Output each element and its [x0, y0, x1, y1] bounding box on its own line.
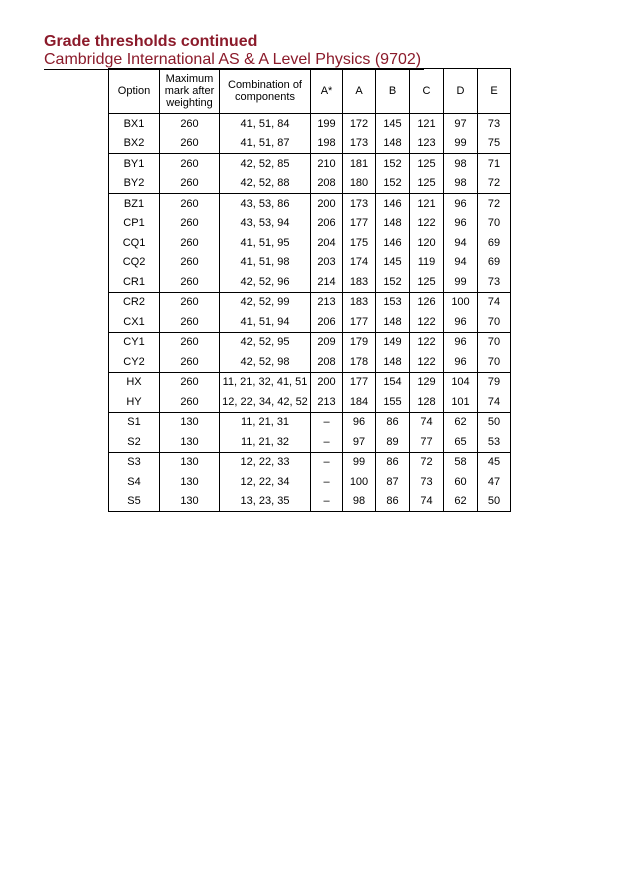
a-star-cell: 204 [311, 233, 343, 253]
table-row [109, 332, 511, 352]
combination-cell: 42, 52, 96 [220, 272, 311, 292]
a-cell: 183 [343, 272, 376, 292]
max-mark-cell: 130 [160, 412, 220, 432]
b-cell: 153 [376, 292, 410, 312]
d-cell: 101 [444, 392, 478, 412]
e-cell: 72 [478, 194, 511, 214]
c-cell: 77 [410, 432, 444, 452]
b-cell: 149 [376, 332, 410, 352]
e-cell: 74 [478, 292, 511, 312]
header-a-star: A* [311, 69, 343, 114]
a-cell: 177 [343, 214, 376, 234]
table-row [109, 312, 511, 332]
option-cell: S2 [109, 432, 160, 452]
combination-cell: 43, 53, 94 [220, 214, 311, 234]
table-row [109, 214, 511, 234]
max-mark-cell: 260 [160, 194, 220, 214]
combination-cell: 11, 21, 32 [220, 432, 311, 452]
combination-cell: 11, 21, 31 [220, 412, 311, 432]
max-mark-cell: 260 [160, 392, 220, 412]
max-mark-cell: 260 [160, 372, 220, 392]
combination-cell: 12, 22, 34 [220, 472, 311, 492]
header-b: B [376, 69, 410, 114]
table-row [109, 412, 511, 432]
header-c: C [410, 69, 444, 114]
header-a: A [343, 69, 376, 114]
combination-cell: 11, 21, 32, 41, 51 [220, 372, 311, 392]
b-cell: 146 [376, 194, 410, 214]
combination-cell: 12, 22, 33 [220, 452, 311, 472]
e-cell: 70 [478, 352, 511, 372]
option-cell: S4 [109, 472, 160, 492]
option-cell: BX2 [109, 134, 160, 154]
max-mark-cell: 130 [160, 472, 220, 492]
e-cell: 50 [478, 492, 511, 512]
table-row [109, 154, 511, 174]
c-cell: 129 [410, 372, 444, 392]
a-cell: 181 [343, 154, 376, 174]
a-cell: 178 [343, 352, 376, 372]
c-cell: 122 [410, 214, 444, 234]
table-row [109, 272, 511, 292]
a-cell: 180 [343, 174, 376, 194]
combination-cell: 41, 51, 87 [220, 134, 311, 154]
header-combination-line: Combination of [228, 79, 302, 91]
e-cell: 70 [478, 312, 511, 332]
max-mark-cell: 260 [160, 292, 220, 312]
b-cell: 86 [376, 452, 410, 472]
max-mark-cell: 260 [160, 174, 220, 194]
c-cell: 74 [410, 492, 444, 512]
option-cell: HX [109, 372, 160, 392]
header-option: Option [109, 69, 160, 114]
max-mark-cell: 130 [160, 492, 220, 512]
c-cell: 122 [410, 312, 444, 332]
option-cell: BX1 [109, 114, 160, 134]
e-cell: 47 [478, 472, 511, 492]
b-cell: 148 [376, 214, 410, 234]
c-cell: 125 [410, 272, 444, 292]
combination-cell: 13, 23, 35 [220, 492, 311, 512]
a-star-cell: 206 [311, 214, 343, 234]
d-cell: 58 [444, 452, 478, 472]
header-d: D [444, 69, 478, 114]
c-cell: 121 [410, 114, 444, 134]
b-cell: 148 [376, 312, 410, 332]
b-cell: 86 [376, 492, 410, 512]
table-body [109, 114, 511, 512]
a-cell: 172 [343, 114, 376, 134]
table-row [109, 492, 511, 512]
b-cell: 145 [376, 114, 410, 134]
option-cell: BY1 [109, 154, 160, 174]
option-cell: S1 [109, 412, 160, 432]
page-subheading: Cambridge International AS & A Level Physics (9702) [44, 51, 422, 68]
d-cell: 99 [444, 272, 478, 292]
max-mark-cell: 260 [160, 134, 220, 154]
d-cell: 96 [444, 352, 478, 372]
header-e: E [478, 69, 511, 114]
table-row [109, 372, 511, 392]
combination-cell: 12, 22, 34, 42, 52 [220, 392, 311, 412]
b-cell: 87 [376, 472, 410, 492]
header-max-mark [160, 69, 220, 114]
e-cell: 50 [478, 412, 511, 432]
c-cell: 125 [410, 154, 444, 174]
a-cell: 179 [343, 332, 376, 352]
table-row [109, 174, 511, 194]
c-cell: 123 [410, 134, 444, 154]
b-cell: 148 [376, 134, 410, 154]
e-cell: 74 [478, 392, 511, 412]
d-cell: 94 [444, 233, 478, 253]
e-cell: 75 [478, 134, 511, 154]
b-cell: 152 [376, 272, 410, 292]
header-combination [220, 69, 311, 114]
d-cell: 96 [444, 214, 478, 234]
e-cell: 53 [478, 432, 511, 452]
a-cell: 98 [343, 492, 376, 512]
a-cell: 177 [343, 372, 376, 392]
d-cell: 100 [444, 292, 478, 312]
c-cell: 125 [410, 174, 444, 194]
e-cell: 71 [478, 154, 511, 174]
combination-cell: 42, 52, 99 [220, 292, 311, 312]
header-combination-line: components [235, 91, 295, 103]
option-cell: CY2 [109, 352, 160, 372]
d-cell: 60 [444, 472, 478, 492]
max-mark-cell: 260 [160, 154, 220, 174]
e-cell: 45 [478, 452, 511, 472]
b-cell: 145 [376, 253, 410, 273]
combination-cell: 42, 52, 88 [220, 174, 311, 194]
a-cell: 175 [343, 233, 376, 253]
c-cell: 126 [410, 292, 444, 312]
option-cell: BY2 [109, 174, 160, 194]
b-cell: 86 [376, 412, 410, 432]
a-star-cell: 213 [311, 392, 343, 412]
header-max-mark-line: weighting [166, 97, 213, 109]
option-cell: CR2 [109, 292, 160, 312]
d-cell: 94 [444, 253, 478, 273]
e-cell: 70 [478, 214, 511, 234]
table-row [109, 392, 511, 412]
d-cell: 99 [444, 134, 478, 154]
header-max-mark-line: mark after [164, 85, 215, 97]
e-cell: 69 [478, 233, 511, 253]
option-cell: CR1 [109, 272, 160, 292]
max-mark-cell: 260 [160, 272, 220, 292]
d-cell: 96 [444, 332, 478, 352]
a-cell: 99 [343, 452, 376, 472]
a-cell: 97 [343, 432, 376, 452]
a-star-cell: 208 [311, 352, 343, 372]
table-row [109, 472, 511, 492]
d-cell: 98 [444, 174, 478, 194]
combination-cell: 41, 51, 84 [220, 114, 311, 134]
a-star-cell: 199 [311, 114, 343, 134]
option-cell: S5 [109, 492, 160, 512]
table-row [109, 134, 511, 154]
option-cell: CQ2 [109, 253, 160, 273]
a-star-cell: 203 [311, 253, 343, 273]
option-cell: CX1 [109, 312, 160, 332]
a-cell: 183 [343, 292, 376, 312]
option-cell: CP1 [109, 214, 160, 234]
table-row [109, 253, 511, 273]
max-mark-cell: 260 [160, 312, 220, 332]
header-max-mark-line: Maximum [165, 73, 214, 85]
max-mark-cell: 260 [160, 233, 220, 253]
c-cell: 119 [410, 253, 444, 273]
max-mark-cell: 260 [160, 332, 220, 352]
option-cell: BZ1 [109, 194, 160, 214]
a-star-cell: – [311, 412, 343, 432]
a-star-cell: 209 [311, 332, 343, 352]
c-cell: 74 [410, 412, 444, 432]
c-cell: 122 [410, 332, 444, 352]
table-row [109, 194, 511, 214]
a-star-cell: 198 [311, 134, 343, 154]
c-cell: 128 [410, 392, 444, 412]
c-cell: 120 [410, 233, 444, 253]
max-mark-cell: 260 [160, 214, 220, 234]
c-cell: 73 [410, 472, 444, 492]
c-cell: 121 [410, 194, 444, 214]
max-mark-cell: 260 [160, 352, 220, 372]
a-star-cell: 200 [311, 372, 343, 392]
table-row [109, 352, 511, 372]
b-cell: 152 [376, 174, 410, 194]
page-heading: Grade thresholds continued [44, 33, 258, 50]
combination-cell: 42, 52, 85 [220, 154, 311, 174]
combination-cell: 43, 53, 86 [220, 194, 311, 214]
d-cell: 62 [444, 412, 478, 432]
a-star-cell: 200 [311, 194, 343, 214]
e-cell: 73 [478, 114, 511, 134]
a-cell: 177 [343, 312, 376, 332]
a-star-cell: – [311, 472, 343, 492]
combination-cell: 42, 52, 98 [220, 352, 311, 372]
a-cell: 184 [343, 392, 376, 412]
a-cell: 173 [343, 194, 376, 214]
table-row [109, 432, 511, 452]
a-star-cell: – [311, 492, 343, 512]
a-star-cell: 214 [311, 272, 343, 292]
c-cell: 122 [410, 352, 444, 372]
a-star-cell: 208 [311, 174, 343, 194]
table-row [109, 452, 511, 472]
c-cell: 72 [410, 452, 444, 472]
b-cell: 154 [376, 372, 410, 392]
combination-cell: 41, 51, 98 [220, 253, 311, 273]
a-cell: 174 [343, 253, 376, 273]
table-row [109, 114, 511, 134]
a-star-cell: – [311, 432, 343, 452]
e-cell: 72 [478, 174, 511, 194]
max-mark-cell: 260 [160, 114, 220, 134]
d-cell: 98 [444, 154, 478, 174]
e-cell: 69 [478, 253, 511, 273]
option-cell: HY [109, 392, 160, 412]
combination-cell: 41, 51, 94 [220, 312, 311, 332]
option-cell: S3 [109, 452, 160, 472]
max-mark-cell: 260 [160, 253, 220, 273]
a-star-cell: 210 [311, 154, 343, 174]
a-cell: 96 [343, 412, 376, 432]
b-cell: 152 [376, 154, 410, 174]
e-cell: 73 [478, 272, 511, 292]
a-cell: 173 [343, 134, 376, 154]
b-cell: 148 [376, 352, 410, 372]
a-cell: 100 [343, 472, 376, 492]
max-mark-cell: 130 [160, 452, 220, 472]
table-header-row [109, 69, 511, 114]
d-cell: 97 [444, 114, 478, 134]
option-cell: CY1 [109, 332, 160, 352]
d-cell: 96 [444, 312, 478, 332]
a-star-cell: – [311, 452, 343, 472]
d-cell: 65 [444, 432, 478, 452]
max-mark-cell: 130 [160, 432, 220, 452]
d-cell: 62 [444, 492, 478, 512]
b-cell: 155 [376, 392, 410, 412]
d-cell: 104 [444, 372, 478, 392]
a-star-cell: 213 [311, 292, 343, 312]
grade-thresholds-table [108, 68, 511, 512]
e-cell: 70 [478, 332, 511, 352]
b-cell: 89 [376, 432, 410, 452]
b-cell: 146 [376, 233, 410, 253]
a-star-cell: 206 [311, 312, 343, 332]
e-cell: 79 [478, 372, 511, 392]
combination-cell: 42, 52, 95 [220, 332, 311, 352]
table-row [109, 292, 511, 312]
combination-cell: 41, 51, 95 [220, 233, 311, 253]
d-cell: 96 [444, 194, 478, 214]
table-row [109, 233, 511, 253]
option-cell: CQ1 [109, 233, 160, 253]
